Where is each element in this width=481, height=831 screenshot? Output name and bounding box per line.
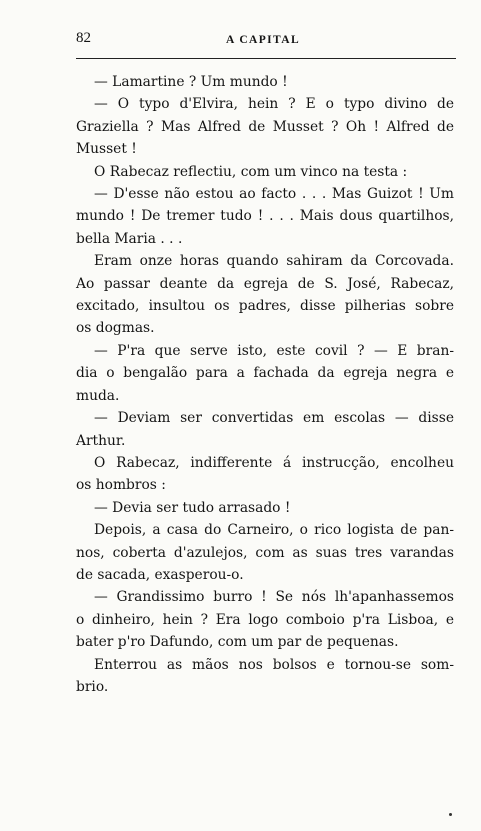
text-line: muda.: [76, 387, 120, 404]
text-line: mundo ! De tremer tudo ! . . . Mais dous quartilhos,: [76, 208, 454, 225]
page-header: [76, 30, 454, 54]
text-line: os hombros :: [76, 477, 166, 494]
text-line: Ao passar deante da egreja de S. José, Rabecaz,: [76, 275, 454, 292]
text-line: — D'esse não estou ao facto . . . Mas Guizot ! Um: [94, 186, 454, 203]
text-line: Graziella ? Mas Alfred de Musset ? Oh ! Alfred de: [76, 118, 454, 135]
text-line: Eram onze horas quando sahiram da Corcovada.: [94, 253, 454, 270]
text-line: bella Maria . . .: [76, 230, 183, 247]
paragraph: [76, 407, 454, 452]
text-line: nos, coberta d'azulejos, com as suas tres varandas: [76, 544, 454, 561]
text-line: — Grandissimo burro ! Se nós lh'apanhassemos: [94, 589, 454, 606]
text-line: Arthur.: [76, 432, 126, 449]
body-text: [76, 71, 454, 698]
text-line: Enterrou as mãos nos bolsos e tornou-se som-: [94, 656, 454, 673]
page-number: 82: [76, 30, 91, 46]
paragraph: [76, 519, 454, 586]
text-line: — P'ra que serve isto, este covil ? — E bran-: [94, 342, 454, 359]
text-line: — Devia ser tudo arrasado !: [94, 499, 291, 516]
paragraph: [76, 250, 454, 340]
text-line: — Lamartine ? Um mundo !: [94, 74, 288, 90]
paragraph: [76, 452, 454, 497]
paragraph: [76, 654, 454, 699]
text-line: dia o bengalão para a fachada da egreja negra e: [76, 365, 454, 382]
text-line: brio.: [76, 678, 109, 695]
print-speck: [449, 813, 452, 816]
paragraph: [76, 161, 454, 183]
text-line: O Rabecaz, indifferente á instrucção, encolheu: [94, 454, 454, 471]
text-line: — O typo d'Elvira, hein ? E o typo divino de: [94, 96, 454, 113]
text-line: os dogmas.: [76, 320, 155, 337]
running-title: A CAPITAL: [226, 34, 301, 46]
paragraph: [76, 497, 454, 519]
paragraph: [76, 71, 454, 93]
text-line: — Deviam ser convertidas em escolas — disse: [94, 410, 454, 427]
text-line: Musset !: [76, 141, 137, 158]
text-line: excitado, insultou os padres, disse pilherias sobre: [76, 298, 454, 315]
paragraph: [76, 183, 454, 250]
text-line: de sacada, exasperou-o.: [76, 566, 244, 583]
paragraph: [76, 340, 454, 407]
header-rule: [76, 58, 456, 59]
text-line: O Rabecaz reflectiu, com um vinco na testa :: [94, 163, 408, 180]
paragraph: [76, 586, 454, 653]
text-line: o dinheiro, hein ? Era logo comboio p'ra Lisboa, e: [76, 611, 454, 628]
text-line: Depois, a casa do Carneiro, o rico logista de pan-: [94, 522, 454, 539]
text-line: bater p'ro Dafundo, com um par de pequenas.: [76, 634, 399, 651]
paragraph: [76, 93, 454, 160]
